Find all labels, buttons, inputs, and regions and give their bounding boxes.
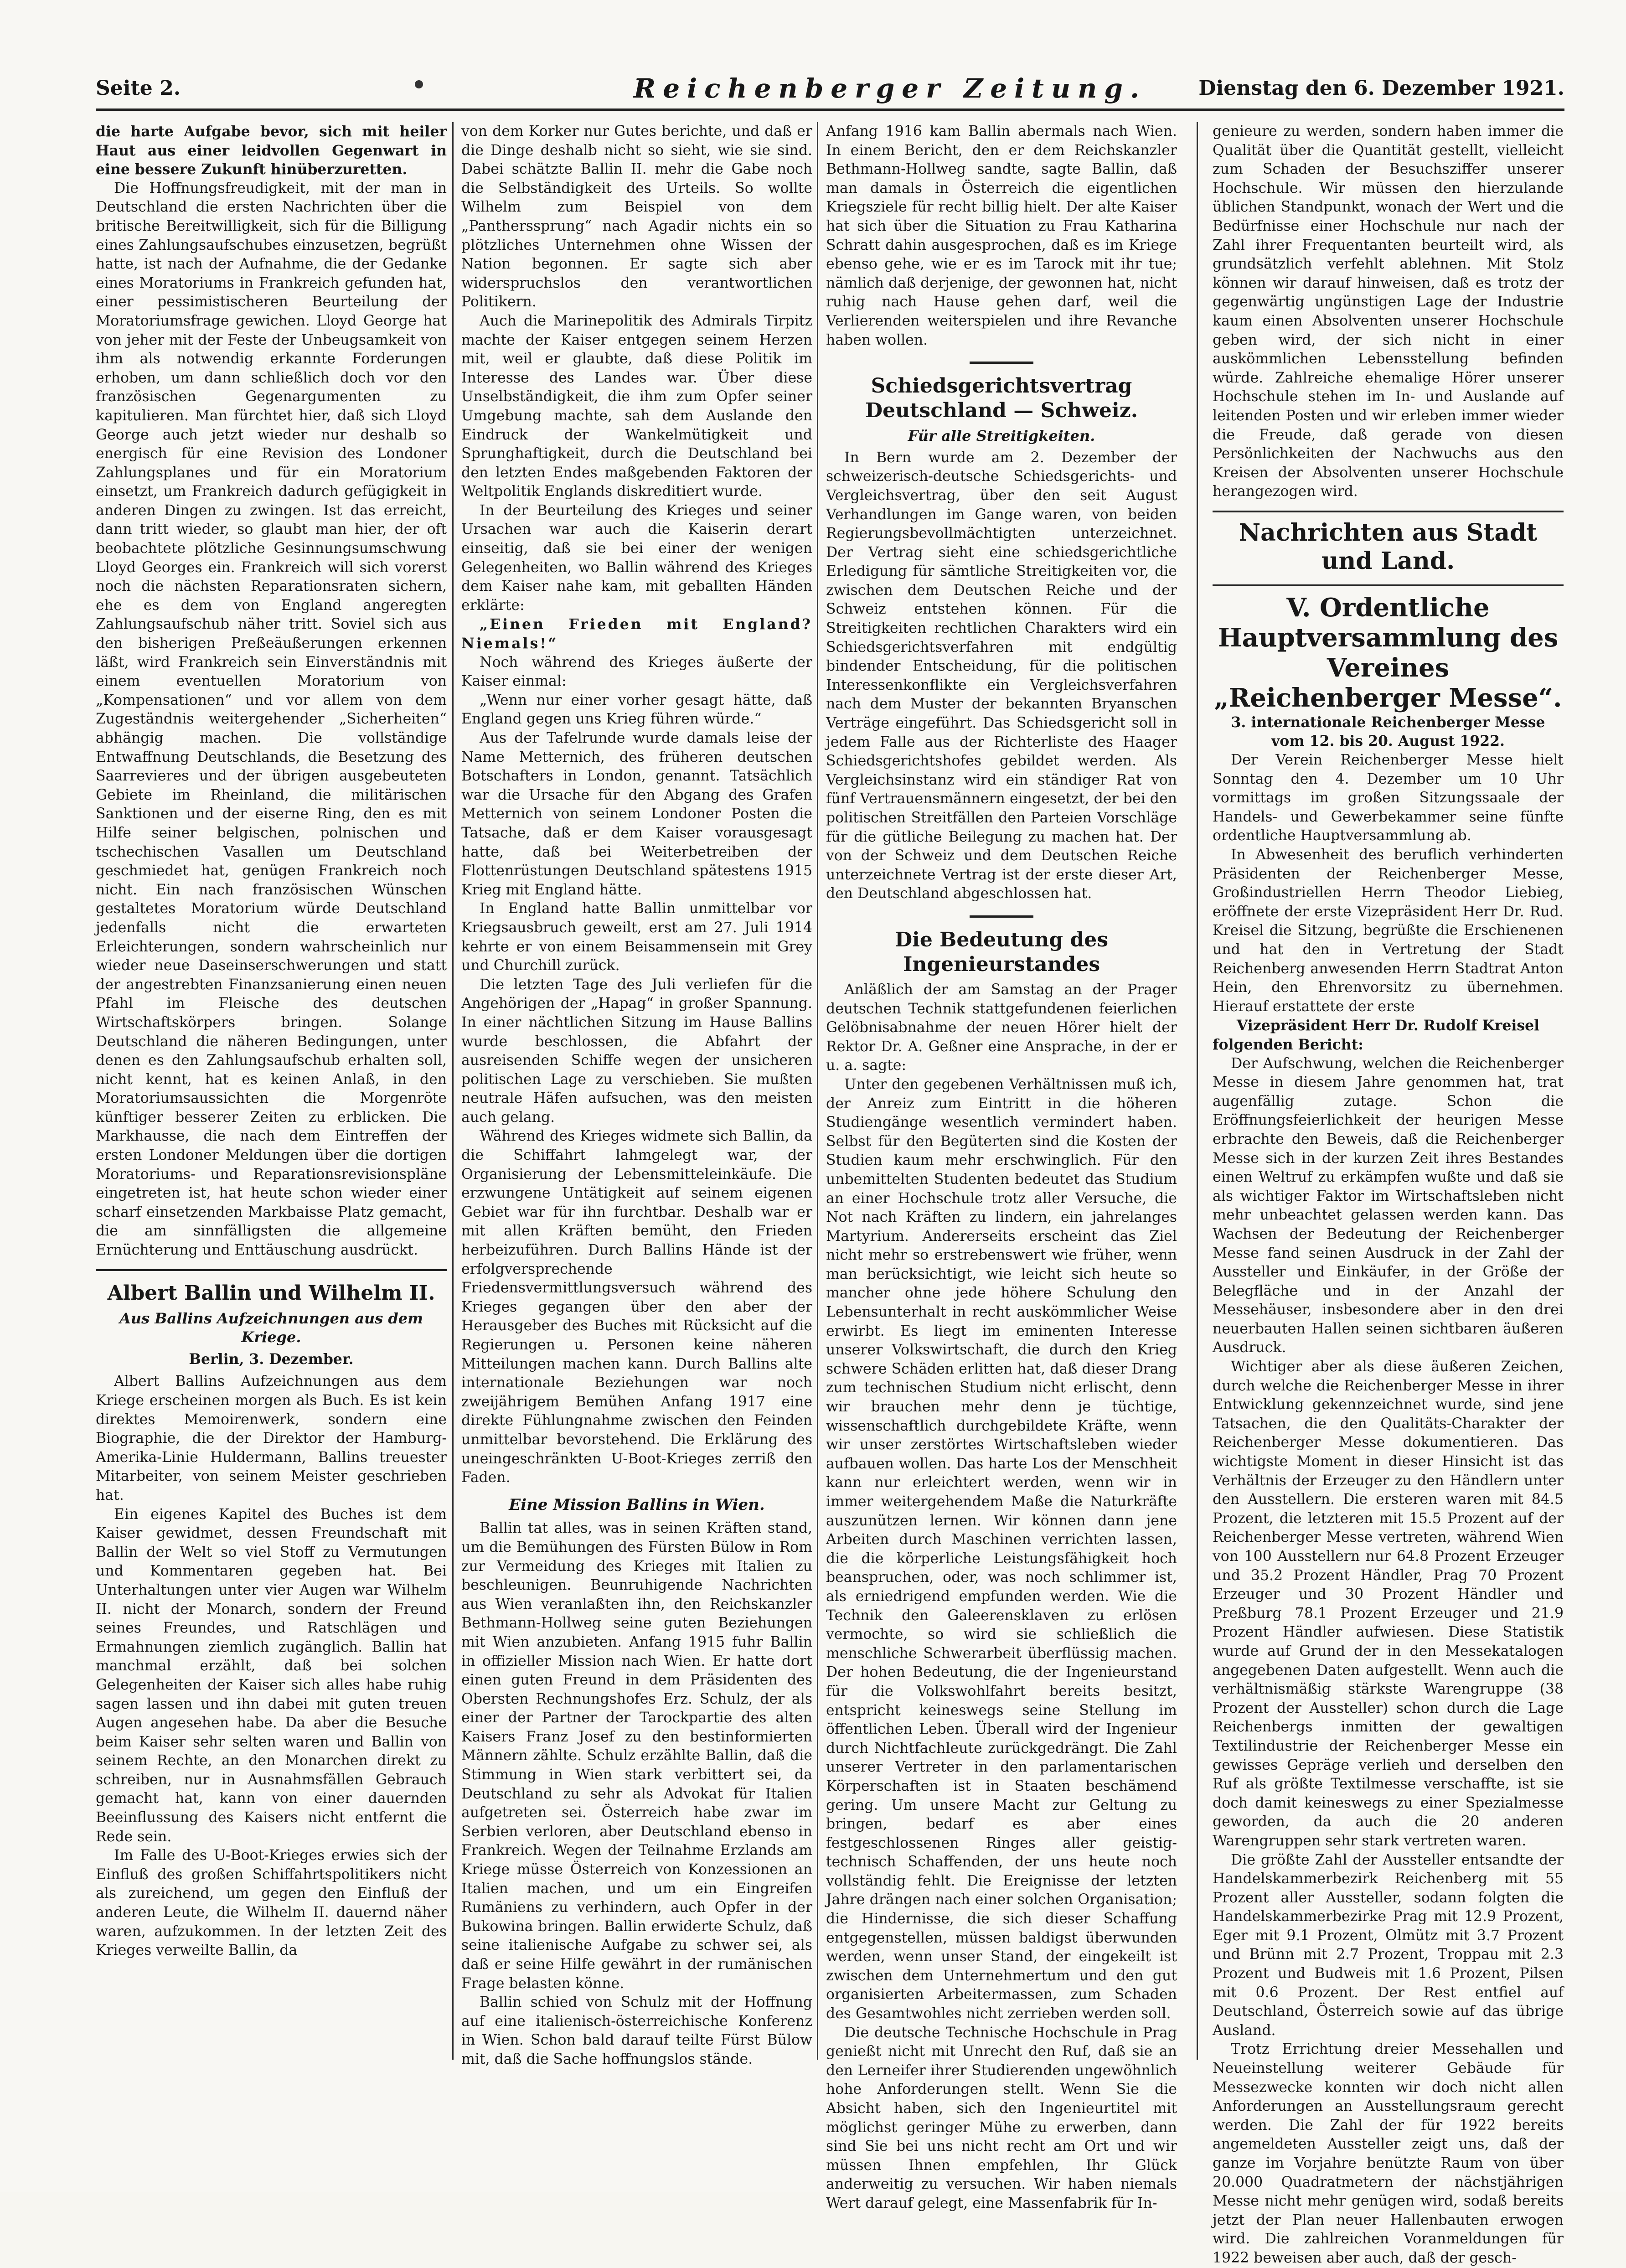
column-rule — [452, 122, 454, 2060]
issue-date: Dienstag den 6. Dezember 1921. — [1198, 77, 1564, 100]
article-title: V. Ordentliche Hauptversammlung des Vereines „Reichenberger Messe“. — [1214, 592, 1562, 713]
paragraph: Trotz Errichtung dreier Messehallen und Neueinstellung weiterer Gebäude für Messezwecke konnten wir doch nicht allen Anforderungen an Ausstellungsraum gerecht werden. Die Zahl der für 1922 bereits angemeldeten Aussteller zeigt uns, daß der ganze im Vorjahre benützte Raum von über 20.000 Quadratmetern der nächstjährigen Messe nicht mehr genügen wird, sodaß bereits jetzt der Plan neuer Hallenbauten erwogen wird. Die zahlreichen Voranmeldungen für 1922 beweisen aber auch, daß der gesch- — [1213, 2041, 1564, 2266]
paragraph: Anfang 1916 kam Ballin abermals nach Wien. In einem Bericht, den er dem Reichskanzler Bethmann-Hollweg sandte, sagte Ballin, daß man damals in Österreich die eigentlichen Kriegsziele für recht billig hielt. Der alte Kaiser hat sich über die Situation zu Frau Katharina Schratt dahin ausgesprochen, daß es im Kriege ebenso gehe, wie er es im Tarock mit ihr tue; nämlich daß derjenige, der gewonnen hat, nicht ruhig nach Hause gehen darf, weil die Verlierenden weiterspielen und ihre Revanche haben wollen. — [826, 123, 1177, 348]
newspaper-title: Reichenberger Zeitung. — [634, 73, 1147, 104]
section-divider — [1213, 511, 1564, 512]
paragraph: Ballin schied von Schulz mit der Hoffnung auf eine italienisch-österreichische Konferenz in Wien. Schon bald darauf teilte Fürst Bülow mit, daß die Sache hoffnungslos stände. — [461, 1994, 812, 2067]
paragraph: Noch während des Krieges äußerte der Kaiser einmal: — [461, 654, 812, 690]
column-2 — [461, 122, 812, 2067]
paragraph: In Abwesenheit des beruflich verhinderten Präsidenten der Reichenberger Messe, Großindustriellen Herrn Theodor Liebieg, eröffnete der erste Vizepräsident Herr Dr. Rud. Kreisel die Sitzung, begrüßte die Erschienenen und hat den in Vertretung der Stadt Reichenberg anwesenden Herrn Stadtrat Anton Hein, den Ehrenvorsitz zu übernehmen. Hierauf erstattete der erste — [1213, 847, 1564, 1015]
paragraph: Ballin tat alles, was in seinen Kräften stand, um die Bemühungen des Fürsten Bülow in Rom zur Vermeidung des Krieges mit Italien zu beschleunigen. Beunruhigende Nachrichten aus Wien veranlaßten ihn, den Reichskanzler Bethmann-Hollweg seine guten Beziehungen mit Wien anzubieten. Anfang 1915 fuhr Ballin in offizieller Mission nach Wien. Er hatte dort einen guten Freund in dem Präsidenten des Obersten Rechnungshofes Erz. Schulz, der als einer der Partner der Tarockpartie des alten Kaisers Franz Josef zu den bestinformierten Männern zählte. Schulz erzählte Ballin, daß die Stimmung in Wien stark verbittert sei, da Deutschland zu sehr als Advokat für Italien aufgetreten sei. Österreich habe zwar im Serbien verloren, aber Deutschland ebenso in Frankreich. Wegen der Teilnahme Erzlands am Kriege müsse Österreich von Konzessionen an Italien machen, und um ein Eingreifen Rumäniens zu verhindern, auch Opfer in der Bukowina bringen. Ballin erwiderte Schulz, daß seine italienische Aufgabe zu schwer sei, als daß er seine Hilfe gewährt in der rumänischen Frage belasten könne. — [461, 1520, 812, 1992]
column-1 — [96, 122, 447, 2060]
quote: „Einen Frieden mit England? Niemals!“ — [461, 616, 812, 652]
section-title: Eine Mission Ballins in Wien. — [509, 1495, 765, 1514]
column-3 — [826, 122, 1177, 2211]
paragraph: Aus der Tafelrunde wurde damals leise der Name Metternich, des früheren deutschen Botschafters in London, genannt. Tatsächlich war die Ursache für den Abgang des Grafen Metternich von seinem Londoner Posten die Tatsache, daß er dem Kaiser vorausgesagt hatte, daß bei Weiterbetreiben der Flottenrüstungen Deutschland spätestens 1915 Krieg mit England hätte. — [461, 730, 812, 898]
paragraph: Anläßlich der am Samstag an der Prager deutschen Technik stattgefundenen feierlichen Gelöbnisabnahme der neuen Hörer hielt der Rektor Dr. A. Geßner eine Ansprache, in der er u. a. sagte: — [826, 981, 1177, 1074]
column-rule — [817, 122, 818, 2060]
paragraph: Der Verein Reichenberger Messe hielt Sonntag den 4. Dezember um 10 Uhr vormittags im großen Sitzungssaale der Handels- und Gewerbekammer seine fünfte ordentliche Hauptversammlung ab. — [1213, 752, 1564, 844]
article-subtitle: Aus Ballins Aufzeichnungen aus dem Kriege. — [119, 1309, 423, 1346]
quote: „Wenn nur einer vorher gesagt hätte, daß England gegen uns Krieg führen würde.“ — [461, 692, 812, 728]
paragraph: von dem Korker nur Gutes berichte, und daß er die Dinge deshalb nicht so sieht, wie sie sind. Dabei schätzte Ballin II. mehr die Gabe noch die Selbständigkeit des Urteils. So wollte Wilhelm zum Beispiel von dem „Pantherssprung“ nach Agadir nichts ein so plötzliches Unternehmen ohne Wissen der Nation begonnen. Er sagte sich aber widerspruchslos den verantwortlichen Politikern. — [461, 123, 812, 310]
article-title: Albert Ballin und Wilhelm II. — [107, 1281, 435, 1305]
article-subtitle: 3. internationale Reichenberger Messe vom 12. bis 20. August 1922. — [1231, 713, 1545, 750]
page-number: Seite 2. — [96, 77, 181, 100]
paragraph: Ein eigenes Kapitel des Buches ist dem Kaiser gewidmet, dessen Freundschaft mit Ballin der Welt so viel Stoff zu Vermutungen und Kommentaren gegeben hat. Bei Unterhaltungen unter vier Augen war Wilhelm II. nicht der Monarch, sondern der Freund seines Freundes, und Ratschlägen und Ermahnungen ziemlich zugänglich. Ballin hat manchmal erzählt, daß bei solchen Gelegenheiten der Kaiser sich alles habe ruhig sagen lassen und ihn dabei mit guten treuen Augen angesehen habe. Da aber die Besuche beim Kaiser sehr selten waren und Ballin von seinem Rechte, an den Monarchen direkt zu schreiben, nur in Ausnahmsfällen Gebrauch gemacht hat, kann von einer dauernden Beeinflussung des Kaisers nicht entfernt die Rede sein. — [96, 1506, 447, 1845]
report-intro: folgenden Bericht: — [1213, 1036, 1363, 1053]
article-divider — [970, 362, 1033, 364]
paragraph: Im Falle des U-Boot-Krieges erwies sich der Einfluß des großen Schiffahrtspolitikers nicht als zureichend, um gegen den Einfluß der anderen Leute, die Wilhelm II. dauernd näher waren, aufzukommen. In der letzten Zeit des Krieges verweilte Ballin, da — [96, 1847, 447, 1959]
paragraph: genieure zu werden, sondern haben immer die Qualität über die Quantität gestellt, vielleicht zum Schaden der Besuchsziffer unserer Hochschule. Wir müssen den hierzulande üblichen Standpunkt, wonach der Wert und die Bedürfnisse einer Hochschule nur nach der Zahl ihrer Frequentanten beurteilt wird, als grundsätzlich verfehlt ablehnen. Mit Stolz können wir darauf hinweisen, daß es trotz der gegenwärtig ungünstigen Lage der Industrie kaum einen Absolventen unserer Hochschule geben wird, der sich nicht in einer auskömmlichen Lebensstellung befinden würde. Zahlreiche ehemalige Hörer unserer Hochschule stehen im In- und Auslande auf leitenden Posten und wir erleben immer wieder die Freude, daß gerade von diesen Persönlichkeiten der Nachwuchs aus den Kreisen der Absolventen unserer Hochschule herangezogen wird. — [1213, 123, 1564, 500]
dateline: Berlin, 3. Dezember. — [189, 1350, 354, 1368]
paragraph: Albert Ballins Aufzeichnungen aus dem Kriege erscheinen morgen als Buch. Es ist kein direktes Memoirenwerk, sondern eine Biographie, die der Direktor der Hamburg-Amerika-Linie Huldermann, Ballins treuester Mitarbeiter, von seinem Meister geschrieben hat. — [96, 1373, 447, 1503]
section-divider — [1213, 584, 1564, 586]
paragraph: Die Hoffnungsfreudigkeit, mit der man in Deutschland die ersten Nachrichten über die britische Bereitwilligkeit, sich für die Billigung eines Zahlungsaufschubes einzusetzen, begrüßt hatte, ist nach der Aufnahme, die der Gedanke eines Moratoriums in Frankreich gefunden hat, einer pessimistischeren Beurteilung der Moratoriumsfrage gewichen. Lloyd George hat von jeher mit der Feste der Unbeugsamkeit von ihm als notwendig erkannte Forderungen erhoben, um dann schließlich doch vor den französischen Gegenargumenten zu kapitulieren. Man fürchtet hier, daß sich Lloyd George auch jetzt wieder nur deshalb so energisch für eine Revision des Londoner Zahlungsplanes und für ein Moratorium einsetzt, um Frankreich dadurch gefügigkeit in anderen Dingen zu zwingen. Ist das erreicht, dann tritt wieder, so glaubt man hier, der oft beobachtete plötzliche Gesinnungsumschwung Lloyd Georges ein. Frankreich will sich vorerst noch die nächsten Reparationsraten sichern, ehe es dem von England angeregten Zahlungsaufschub näher tritt. Soviel sich aus den bisherigen Preßeäußerungen erkennen läßt, wird Frankreich sein Einverständnis mit einem eventuellen Moratorium von „Kompensationen“ und vor allem von dem Zugeständnis weitergehender „Sicherheiten“ abhängig machen. Die vollständige Entwaffnung Deutschlands, die Besetzung des Saarrevieres und der übrigen ausgebeuteten Gebiete im Rheinland, die militärischen Sanktionen und der eiserne Ring, den es mit Hilfe seiner belgischen, polnischen und tschechischen Vasallen um Deutschland geschmiedet hat, genügen Frankreich noch nicht. Ein nach französischen Wünschen gestaltetes Moratorium würde Deutschland jedenfalls nicht die erwarteten Erleichterungen, sondern wahrscheinlich nur wieder neue Daseinserschwerungen und statt der angestrebten Finanzsanierung einen neuen Pfahl im Fleische des deutschen Wirtschaftskörpers bringen. Solange Deutschland die näheren Bedingungen, unter denen es den Zahlungsaufschub erhalten soll, nicht kennt, hat es keinen Anlaß, in den Moratoriumsaussichten die Morgenröte künftiger besserer Zeiten zu erblicken. Die Markhausse, die nach dem Eintreffen der ersten Londoner Meldungen über die dortigen Moratoriums- und Reparationsrevisionspläne eingetreten ist, hat heute schon wieder einer scharf einsetzenden Markbaisse Platz gemacht, die am sinnfälligsten die allgemeine Ernüchterung und Enttäuschung ausdrückt. — [96, 180, 447, 1259]
paragraph: Die größte Zahl der Aussteller entsandte der Handelskammerbezirk Reichenberg mit 55 Prozent aller Aussteller, sodann folgten die Handelskammerbezirke Prag mit 12.9 Prozent, Eger mit 9.1 Prozent, Olmütz mit 3.7 Prozent und Brünn mit 2.7 Prozent, Troppau mit 2.3 Prozent und Budweis mit 1.6 Prozent, Pilsen mit 0.6 Prozent. Der Rest entfiel auf Deutschland, Österreich sowie auf das übrige Ausland. — [1213, 1851, 1564, 2039]
article-title: Die Bedeutung des Ingenieurstandes — [894, 928, 1109, 976]
column-rule — [1197, 122, 1198, 2060]
section-heading: Nachrichten aus Stadt und Land. — [1239, 518, 1538, 575]
paragraph: die harte Aufgabe bevor, sich mit heiler Haut aus einer leidvollen Gegenwart in eine bessere Zukunft hinüberzuretten. — [96, 123, 447, 178]
paragraph: Die deutsche Technische Hochschule in Prag genießt nicht mit Unrecht den Ruf, daß sie an den Lerneifer ihrer Studierenden ungewöhnlich hohe Anforderungen stellt. Wenn Sie die Absicht haben, sich den Ingenieurtitel mit möglichst geringer Mühe zu erwerben, dann sind Sie bei uns nicht recht am Ort und wir müssen Ihnen empfehlen, Ihr Glück anderweitig zu versuchen. Wir haben niemals Wert darauf gelegt, eine Massenfabrik für In- — [826, 2024, 1177, 2211]
article-title: Schiedsgerichtsvertrag Deutschland — Schweiz. — [865, 374, 1138, 423]
column-4 — [1213, 122, 1564, 2266]
paragraph: Auch die Marinepolitik des Admirals Tirpitz machte der Kaiser entgegen seinem Herzen mit, weil er glaubte, daß diese Politik im Interesse des Landes war. Über diese Unselbständigkeit, die ihm zum Opfer seiner Umgebung machte, sah dem Auslande den Eindruck der Wankelmütigkeit und Sprunghaftigkeit, durch die Deutschland bei den letzten Endes maßgebenden Faktoren der Weltpolitik Englands diskreditiert wurde. — [461, 312, 812, 500]
speaker-line: Vizepräsident Herr Dr. Rudolf Kreisel — [1236, 1017, 1540, 1034]
page-header — [96, 73, 1564, 111]
header-dot — [415, 80, 423, 88]
paragraph: In der Beurteilung des Krieges und seiner Ursachen war auch die Kaiserin derart einseitig, daß sie bei einer der wenigen Gelegenheiten, wo Ballin während des Krieges dem Kaiser nahe kam, mit geballten Händen erklärte: — [461, 502, 812, 614]
paragraph: Unter den gegebenen Verhältnissen muß ich, der Anreiz zum Eintritt in die höheren Studiengänge wesentlich vermindert haben. Selbst für den Begüterten sind die Kosten der Studien kaum mehr erschwinglich. Für den unbemittelten Studenten bedeutet das Studium an einer Hochschule trotz aller Versuche, die Not nach Kräften zu lindern, ein jahrelanges Martyrium. Andererseits erscheint das Ziel nicht mehr so erstrebenswert wie früher, wenn man berücksichtigt, wie leicht sich heute so mancher ohne jede höhere Schulung den Lebensunterhalt in recht auskömmlicher Weise erwirbt. Es liegt im eminenten Interesse unserer Volkswirtschaft, die durch den Krieg schwere Schäden erlitten hat, daß dieser Drang zum technischen Studium nicht erlischt, denn wir brauchen mehr denn je tüchtige, wissenschaftlich durchgebildete Kräfte, wenn wir unser zerstörtes Wirtschaftsleben wieder aufbauen wollen. Das harte Los der Menschheit kann nur erleichtert werden, wenn wir in immer weitergehendem Maße die Naturkräfte auszunützen lernen. Wir können dann jene Arbeiten durch Maschinen verrichten lassen, die die körperliche Leistungsfähigkeit hoch beanspruchen, oder, was noch schlimmer ist, als erniedrigend empfunden werden. Wie die Technik den Galeerensklaven zu erlösen vermochte, so wird sie schließlich die menschliche Schwerarbeit überflüssig machen. Der hohen Bedeutung, die der Ingenieurstand für die Volkswohlfahrt bereits besitzt, entspricht keineswegs seine Stellung im öffentlichen Leben. Überall wird der Ingenieur durch Nichtfachleute zurückgedrängt. Die Zahl unserer Vertreter in den parlamentarischen Körperschaften ist in Staaten beschämend gering. Um unsere Macht zur Geltung zu bringen, bedarf es aber eines festgeschlossenen Ringes aller geistig-technisch Schaffenden, der uns heute noch vollständig fehlt. Die Ereignisse der letzten Jahre drängen nach einer solchen Organisation; die Hindernisse, die sich dieser Schaffung entgegenstellen, müssen baldigst überwunden werden, wenn unser Stand, der eingekeilt ist zwischen dem Unternehmertum und den gut organisierten Arbeitermassen, zum Schaden des Gesamtwohles nicht zerrieben werden soll. — [826, 1076, 1177, 2022]
article-divider — [970, 915, 1033, 918]
paragraph: Die letzten Tage des Juli verliefen für die Angehörigen der „Hapag“ in großer Spannung. In einer nächtlichen Sitzung im Hause Ballins wurde beschlossen, die Abfahrt der ausreisenden Schiffe wegen der unsicheren politischen Lage zu verschieben. Sie mußten neutrale Häfen aufsuchen, was den meisten auch gelang. — [461, 976, 812, 1126]
paragraph: In Bern wurde am 2. Dezember der schweizerisch-deutsche Schiedsgerichts- und Vergleichsvertrag, über den seit August Verhandlungen im Gange waren, von beiden Regierungsbevollmächtigten unterzeichnet. Der Vertrag sieht eine schiedsgerichtliche Erledigung für sämtliche Streitigkeiten vor, die zwischen dem Deutschen Reiche und der Schweiz entstehen können. Für die Streitigkeiten rechtlichen Charakters wird ein Schiedsgerichtsverfahren mit endgültig bindender Entscheidung, für die politischen Interessenkonflikte ein Vergleichsverfahren nach dem Muster der bekannten Bryanschen Verträge eingeführt. Das Schiedsgericht soll in jedem Falle aus der Richterliste des Haager Schiedsgerichtshofes gebildet werden. Als Vergleichsinstanz wird ein ständiger Rat von fünf Vertrauensmännern eingesetzt, der bei den politischen Streitfällen den Parteien Vorschläge für die gütliche Beilegung zu machen hat. Der von der Schweiz und dem Deutschen Reiche unterzeichnete Vertrag ist der erste dieser Art, den Deutschland abgeschlossen hat. — [826, 449, 1177, 902]
paragraph: Der Aufschwung, welchen die Reichenberger Messe in diesem Jahre genommen hat, trat augenfällig zutage. Schon die Eröffnungsfeierlichkeit der heurigen Messe erbrachte den Beweis, daß die Reichenberger Messe sich in der kurzen Zeit ihres Bestandes einen Weltruf zu erkämpfen wußte und daß sie als wichtiger Faktor im Wirtschaftsleben nicht mehr unbeachtet gelassen werden kann. Das Wachsen der Bedeutung der Reichenberger Messe fand seinen Ausdruck in der Zahl der Aussteller und Einkäufer, in der Größe der Belegfläche und in der Anzahl der Messehäuser, insbesondere aber in den drei neuerbauten Hallen seinen sichtbaren äußeren Ausdruck. — [1213, 1055, 1564, 1356]
paragraph: Während des Krieges widmete sich Ballin, da die Schiffahrt lahmgelegt war, der Organisierung der Lebensmitteleinkäufe. Die erzwungene Untätigkeit auf seinem eigenen Gebiet war für ihn furchtbar. Deshalb war er mit allen Kräften bemüht, den Frieden herbeizuführen. Durch Ballins Hände ist der erfolgversprechende Friedensvermittlungsversuch während des Krieges gegangen über den aber der Herausgeber des Buches mit Rücksicht auf die Regierungen u. Personen keine näheren Mitteilungen machen kann. Durch Ballins alte internationale Beziehungen war noch zweijährigem Bemühen Anfang 1917 eine direkte Fühlungnahme zwischen den Feinden unmittelbar bevorstehend. Die Erklärung des uneingeschränkten U-Boot-Krieges zerriß den Faden. — [461, 1128, 812, 1486]
paragraph: In England hatte Ballin unmittelbar vor Kriegsausbruch geweilt, erst am 27. Juli 1914 kehrte er von einem Beisammensein mit Grey und Churchill zurück. — [461, 900, 812, 974]
paragraph: Wichtiger aber als diese äußeren Zeichen, durch welche die Reichenberger Messe in ihrer Entwicklung gekennzeichnet wurde, sind jene Tatsachen, die den Qualitäts-Charakter der Reichenberger Messe dokumentieren. Das wichtigste Moment in dieser Hinsicht ist das Verhältnis der Erzeuger zu den Händlern unter den Ausstellern. Die ersteren waren mit 84.5 Prozent, die letzteren mit 15.5 Prozent auf der Reichenberger Messe vertreten, während Wien von 100 Ausstellern nur 64.8 Prozent Erzeuger und 35.2 Prozent Händler, Prag 70 Prozent Erzeuger und 30 Prozent Händler und Preßburg 78.1 Prozent Erzeuger und 21.9 Prozent Händler aufwiesen. Diese Statistik wurde auf Grund der in den Messekatalogen angegebenen Daten aufgestellt. Wenn auch die verhältnismäßig stärkste Warengruppe (38 Prozent der Aussteller) schon durch die Lage Reichenbergs inmitten der gewaltigen Textilindustrie der Reichenberger Messe ein gewisses Gepräge verlieh und derselben den Ruf als größte Textilmesse verschaffte, ist sie doch damit keineswegs zu einer Spezialmesse geworden, da auch die 20 anderen Warengruppen sehr stark vertreten waren. — [1213, 1359, 1564, 1849]
article-subtitle: Für alle Streitigkeiten. — [908, 427, 1095, 445]
article-divider — [96, 1269, 447, 1271]
